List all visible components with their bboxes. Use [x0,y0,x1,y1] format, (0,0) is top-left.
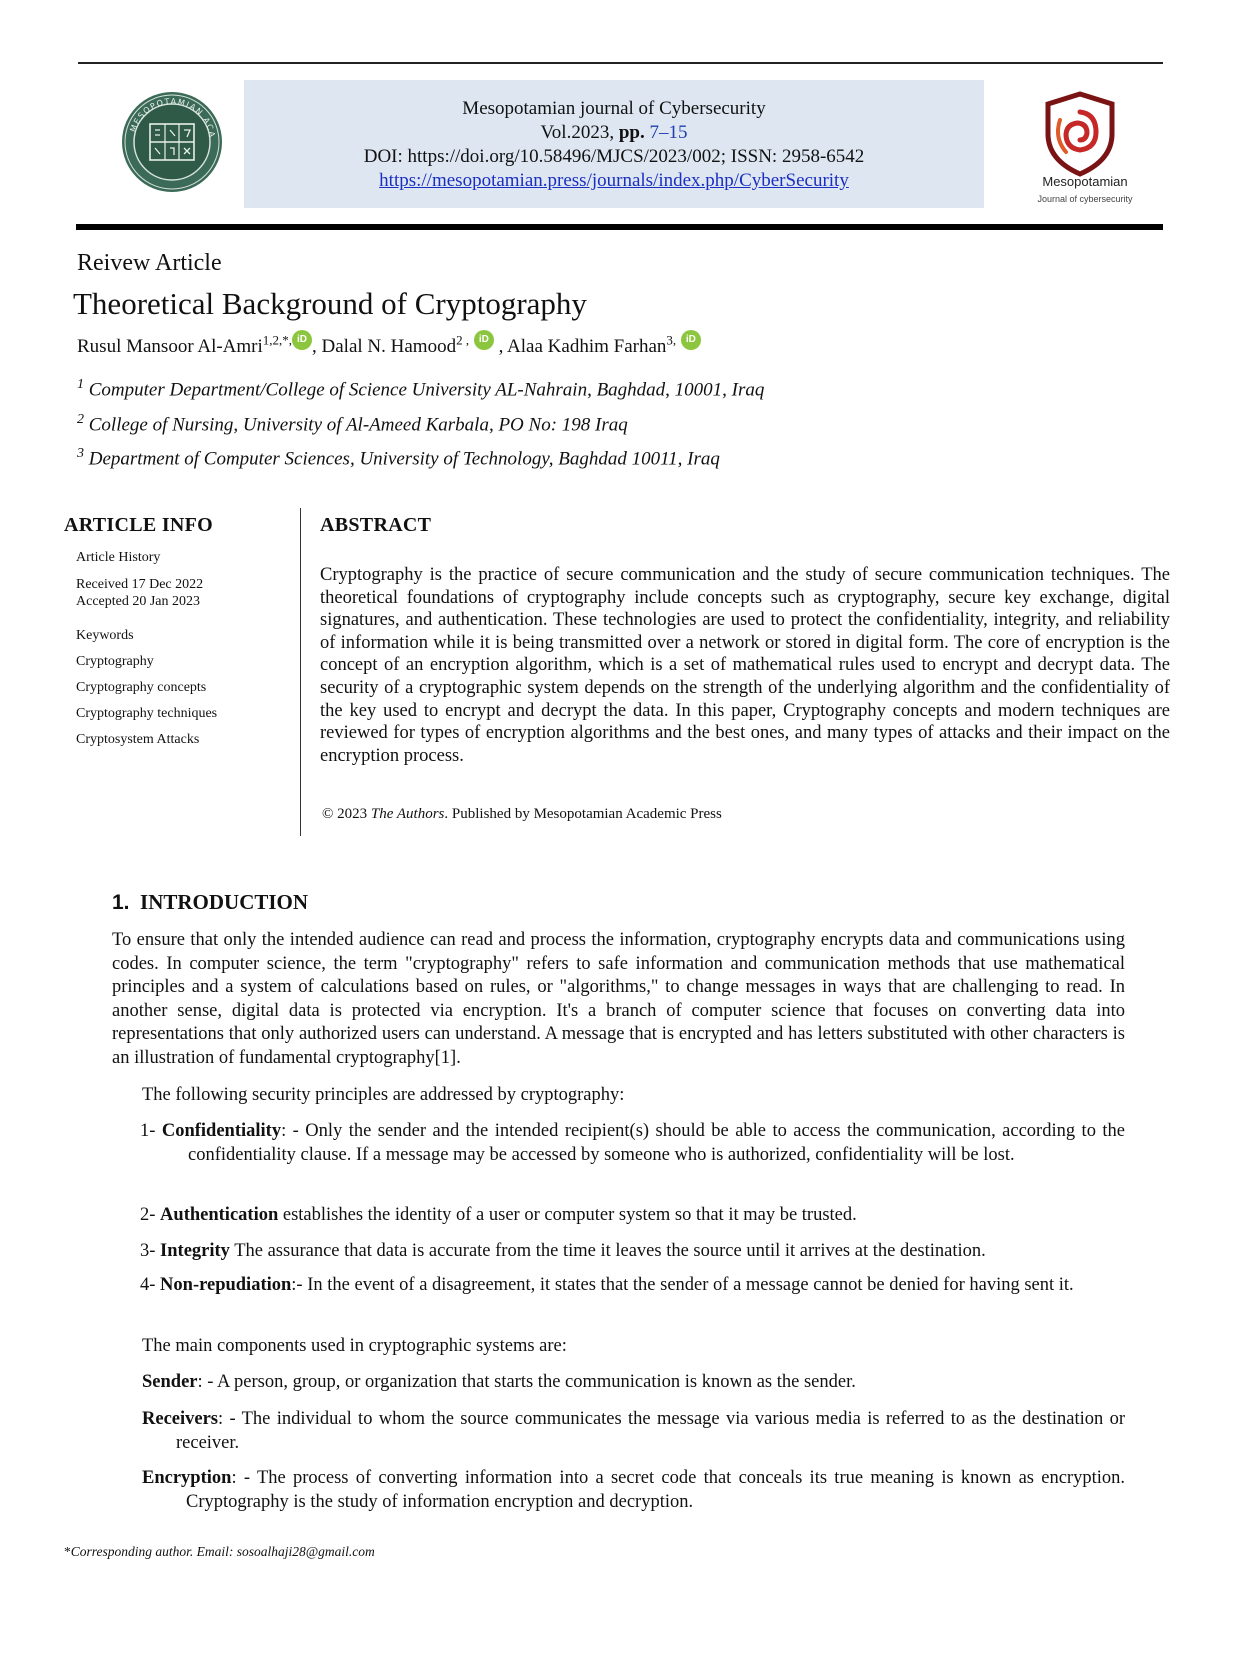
list-text: The assurance that data is accurate from the time it leaves the source until it arrives at the destination. [229,1241,986,1261]
affiliation [77,446,720,470]
affiliation-sup: 3 [77,446,84,461]
component-definition [142,1467,1125,1514]
header-top-rule [78,62,1163,64]
author-sup: 1,2,*, [262,332,293,348]
list-number: 3- [140,1241,161,1261]
affiliation-sup: 1 [77,377,84,392]
author-sup: 3, [666,332,677,348]
journal-url-link[interactable]: https://mesopotamian.press/journals/index.php/CyberSecurity [379,170,849,191]
footnote-text: Corresponding author. Email: sosoalhaji28@gmail.com [70,1544,375,1559]
component-term: Receivers [142,1409,219,1429]
component-text: : - A person, group, or organization that starts the communication is known as the sender. [197,1372,856,1392]
article-history-label: Article History [76,550,161,565]
section-heading [112,890,308,915]
list-item [140,1240,1125,1264]
keyword-item: Cryptography [76,654,154,669]
orcid-icon[interactable]: iD [474,330,494,350]
component-definition [142,1408,1125,1455]
journal-name: Mesopotamian journal of Cybersecurity [462,98,766,119]
list-term: Non-repudiation [160,1275,292,1295]
component-text: : - The process of converting information into a secret code that conceals its true meaning is known as encryption. Cryptography is the study of information encryption and decryption. [186,1468,1125,1512]
affiliation-text: Department of Computer Sciences, University of Technology, Baghdad 10011, Iraq [88,448,720,470]
received-date: Received 17 Dec 2022 [76,577,204,592]
journal-header-box [244,80,984,208]
pp-label: pp. [618,122,645,143]
keyword-item: Cryptography concepts [76,680,207,695]
copyright-line [322,806,722,823]
component-term: Sender [142,1372,198,1392]
list-term: Authentication [160,1205,279,1225]
list-text: establishes the identity of a user or computer system so that it may be trusted. [278,1205,857,1225]
affiliation-text: College of Nursing, University of Al-Ameed Karbala, PO No: 198 Iraq [88,414,628,436]
article-info-heading: ARTICLE INFO [64,514,214,536]
volume-text: Vol.2023, [540,122,619,143]
section-title: INTRODUCTION [140,890,309,914]
volume-line [244,121,984,145]
section-number: 1. [112,891,130,914]
list-number: 4- [140,1275,161,1295]
list-number: 2- [140,1205,161,1225]
components-intro: The main components used in cryptographic systems are: [142,1336,567,1356]
author-name: , Alaa Kadhim Farhan [498,336,667,357]
list-item [140,1204,1125,1228]
list-number: 1- [140,1121,162,1141]
affiliation [77,412,628,436]
list-term: Confidentiality [161,1121,282,1141]
logo-subtitle: Journal of cybersecurity [1037,194,1133,204]
component-text: : - The individual to whom the source communicates the message via various media is referred to as the destination or receiver. [176,1409,1125,1453]
copyright-authors: The Authors [370,806,445,822]
affiliation-text: Computer Department/College of Science University AL-Nahrain, Baghdad, 10001, Iraq [88,379,765,401]
keyword-item: Cryptography techniques [76,706,218,721]
keywords-label: Keywords [76,628,134,643]
list-text: :- In the event of a disagreement, it states that the sender of a message cannot be denied for having sent it. [291,1275,1074,1295]
list-text: : - Only the sender and the intended recipient(s) should be able to access the communication, according to the confidentiality clause. If a message may be accessed by someone who is authorized, confidentiality will be lost. [188,1121,1125,1165]
footnote [64,1544,375,1560]
copyright-prefix: © 2023 [322,806,371,822]
press-seal-logo [120,90,224,194]
logo-name: Mesopotamian [1042,174,1128,189]
component-definition [142,1371,1125,1395]
journal-logo [1030,90,1130,180]
principles-intro: The following security principles are addressed by cryptography: [142,1085,625,1105]
footnote-mark: * [64,1544,71,1559]
author-sup: 2 , [456,332,470,348]
component-term: Encryption [142,1468,232,1488]
list-item [140,1274,1125,1298]
article-type: Reivew Article [77,250,222,276]
page-range: 7–15 [649,122,688,143]
article-title: Theoretical Background of Cryptography [73,286,587,321]
affiliation-sup: 2 [77,412,84,427]
orcid-icon[interactable]: iD [292,330,312,350]
seal-text: MESOPOTAMIAN ACA [128,96,217,140]
doi-line: DOI: https://doi.org/10.58496/MJCS/2023/002; ISSN: 2958-6542 [363,146,865,167]
list-term: Integrity [160,1241,230,1261]
intro-paragraph: To ensure that only the intended audience can read and process the information, cryptography encrypts data and communications using codes. In computer science, the term "cryptography" refers to safe information and communication methods that use mathematical principles and a system of calculations based on rules, or "algorithms," to change messages in ways that are challenging to read. In another sense, digital data is protected via encryption. It's a branch of computer science that focuses on converting data into representations that only authorized users can understand. A message that is encrypted and has letters substituted with other characters is an illustration of fundamental cryptography[1]. [112,930,1125,1068]
author-name: , Dalal N. Hamood [312,336,457,357]
abstract-text: Cryptography is the practice of secure communication and the study of secure communication techniques. The theoretical foundations of cryptography include concepts such as cryptography, secure key exchange, digital signatures, and authentication. These technologies are used to protect the confidentiality, integrity, and reliability of information while it is being transmitted over a network or stored in digital form. The core of encryption is the concept of an encryption algorithm, which is a set of mathematical rules used to encrypt and decrypt data. The security of a cryptographic system depends on the strength of the underlying algorithm and the confidentiality of the key used to encrypt and decrypt the data. In this paper, Cryptography concepts and modern techniques are reviewed for types of encryption algorithms and the best ones, and many types of attacks and their impact on the encryption process. [320,565,1170,766]
copyright-publisher: . Published by Mesopotamian Academic Press [444,806,722,822]
author-name: Rusul Mansoor Al-Amri [77,336,263,357]
author-list [77,330,701,358]
column-divider [300,508,301,836]
list-item [140,1120,1125,1167]
accepted-date: Accepted 20 Jan 2023 [76,594,201,609]
keyword-item: Cryptosystem Attacks [76,732,200,747]
header-bottom-rule [76,224,1163,230]
affiliation [77,377,764,401]
abstract-heading: ABSTRACT [320,514,432,536]
orcid-icon[interactable]: iD [681,330,701,350]
